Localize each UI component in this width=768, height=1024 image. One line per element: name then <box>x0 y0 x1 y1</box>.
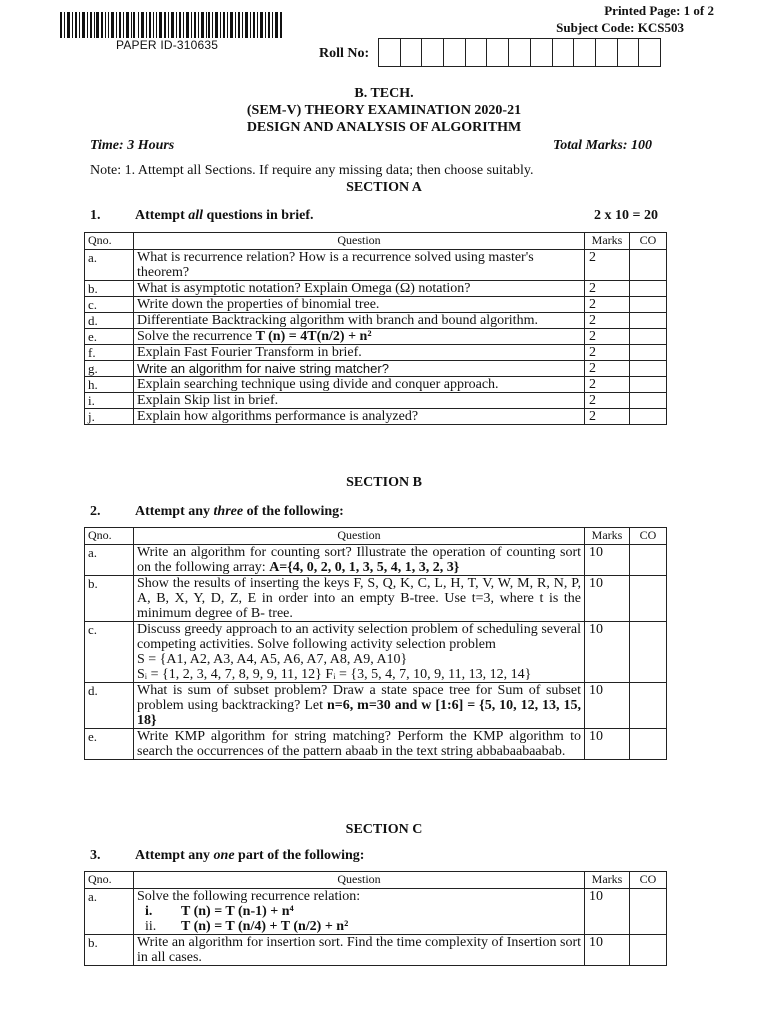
note: Note: 1. Attempt all Sections. If require any missing data; then choose suitably. <box>90 163 534 178</box>
table-row: b. Write an algorithm for insertion sort. Find the time complexity of Insertion sort in all cases. 10 <box>85 935 667 966</box>
table-row: b. Show the results of inserting the keys F, S, Q, K, C, L, H, T, V, W, M, R, N, P, A, B, X, Y, D, Z, E in order into an empty B-tree. Use t=3, where t is the minimum degree of B- tree. 10 <box>85 576 667 622</box>
question-text: Write an algorithm for insertion sort. Find the time complexity of Insertion sort in all cases. <box>134 935 585 966</box>
table-header-row <box>85 872 667 889</box>
co-header: CO <box>630 872 667 889</box>
paper-id: PAPER ID-310635 <box>116 38 219 52</box>
exam-title: (SEM-V) THEORY EXAMINATION 2020-21 <box>246 103 522 118</box>
question-number: 2. <box>90 504 101 519</box>
question-number: 1. <box>90 208 101 223</box>
question-text: Solve the recurrence T (n) = 4T(n/2) + n² <box>134 329 585 345</box>
table-row: i. Explain Skip list in brief. 2 <box>85 393 667 409</box>
marks-header: Marks <box>585 528 630 545</box>
table-row: j. Explain how algorithms performance is analyzed? 2 <box>85 409 667 425</box>
roll-no-label: Roll No: <box>319 46 370 61</box>
co-header: CO <box>630 233 667 250</box>
question-text: Differentiate Backtracking algorithm with branch and bound algorithm. <box>134 313 585 329</box>
course-title: DESIGN AND ANALYSIS OF ALGORITHM <box>246 120 522 135</box>
degree-title: B. TECH. <box>354 86 414 101</box>
table-header-row <box>85 233 667 250</box>
marks-header: Marks <box>585 233 630 250</box>
table-row: e. Solve the recurrence T (n) = 4T(n/2) + n² 2 <box>85 329 667 345</box>
qno-header: Qno. <box>85 872 134 889</box>
question-1-heading: 1. Attempt all questions in brief. <box>90 208 314 223</box>
printed-page: Printed Page: 1 of 2 <box>604 3 714 18</box>
subject-code: Subject Code: KCS503 <box>556 20 684 35</box>
question-text: What is asymptotic notation? Explain Omega (Ω) notation? <box>134 281 585 297</box>
table-row: a. Solve the following recurrence relation: i. T (n) = T (n-1) + n⁴ ii. T (n) = T (n/4) + T (n/2) + n² 10 <box>85 889 667 935</box>
question-number: 3. <box>90 848 101 863</box>
question-text: Explain Fast Fourier Transform in brief. <box>134 345 585 361</box>
table-row: a. Write an algorithm for counting sort? Illustrate the operation of counting sort on the following array: A={4, 0, 2, 0, 1, 3, 5, 4, 1, 3, 2, 3} 10 <box>85 545 667 576</box>
table-row: e. Write KMP algorithm for string matching? Perform the KMP algorithm to search the occurrences of the pattern abaab in the text string abbabaabaabab. 10 <box>85 729 667 760</box>
question-text: Explain how algorithms performance is analyzed? <box>134 409 585 425</box>
time-allowed: Time: 3 Hours <box>90 138 175 153</box>
question-text: Show the results of inserting the keys F, S, Q, K, C, L, H, T, V, W, M, R, N, P, A, B, X, Y, D, Z, E in order into an empty B-tree. Use t=3, where t is the minimum degree of B- tree. <box>134 576 585 622</box>
table-row: d. What is sum of subset problem? Draw a state space tree for Sum of subset problem using backtracking? Let n=6, m=30 and w [1:6] = {5, 10, 12, 13, 15, 18} 10 <box>85 683 667 729</box>
total-marks: Total Marks: 100 <box>552 138 652 153</box>
section-c-title: SECTION C <box>345 822 423 837</box>
qno-header: Qno. <box>85 233 134 250</box>
table-row: c. Write down the properties of binomial tree. 2 <box>85 297 667 313</box>
barcode-image <box>60 12 282 38</box>
question-text: Explain Skip list in brief. <box>134 393 585 409</box>
table-row: c. Discuss greedy approach to an activity selection problem of scheduling several competing activities. Solve following activity selection problem S = {A1, A2, A3, A4, A5, A6, A7, A8, A9, A10} Sᵢ = {1, 2, 3, 4, 7, 8, 9, 9, 11, 12} Fᵢ = {3, 5, 4, 7, 10, 9, 11, 13, 12, 14} 10 <box>85 622 667 683</box>
table-row: h. Explain searching technique using divide and conquer approach. 2 <box>85 377 667 393</box>
table-header-row <box>85 528 667 545</box>
section-a-table <box>84 232 667 425</box>
question-text: Discuss greedy approach to an activity selection problem of scheduling several competing activities. Solve following activity selection problem S = {A1, A2, A3, A4, A5, A6, A7, A8, A9, A10} Sᵢ = {1, 2, 3, 4, 7, 8, 9, 9, 11, 12} Fᵢ = {3, 5, 4, 7, 10, 9, 11, 13, 12, 14} <box>134 622 585 683</box>
question-text: Write an algorithm for naive string matcher? <box>134 361 585 377</box>
section-a-title: SECTION A <box>346 180 422 195</box>
question-text: Write an algorithm for counting sort? Illustrate the operation of counting sort on the following array: A={4, 0, 2, 0, 1, 3, 5, 4, 1, 3, 2, 3} <box>134 545 585 576</box>
qno-header: Qno. <box>85 528 134 545</box>
question-text: Explain searching technique using divide and conquer approach. <box>134 377 585 393</box>
section-b-title: SECTION B <box>346 475 422 490</box>
table-row: d. Differentiate Backtracking algorithm with branch and bound algorithm. 2 <box>85 313 667 329</box>
co-header: CO <box>630 528 667 545</box>
roll-no-boxes <box>378 38 660 67</box>
table-row: g. Write an algorithm for naive string matcher? 2 <box>85 361 667 377</box>
question-header: Question <box>134 872 585 889</box>
question-text: Write KMP algorithm for string matching? Perform the KMP algorithm to search the occurrences of the pattern abaab in the text string abbabaabaabab. <box>134 729 585 760</box>
section-c-table <box>84 871 667 966</box>
question-header: Question <box>134 233 585 250</box>
marks-header: Marks <box>585 872 630 889</box>
section-b-table <box>84 527 667 760</box>
question-text: What is recurrence relation? How is a recurrence solved using master's theorem? <box>134 250 585 281</box>
question-text: Solve the following recurrence relation: i. T (n) = T (n-1) + n⁴ ii. T (n) = T (n/4) + T (n/2) + n² <box>134 889 585 935</box>
question-text: Write down the properties of binomial tree. <box>134 297 585 313</box>
question-2-heading: 2. Attempt any three of the following: <box>90 504 344 519</box>
table-row: b. What is asymptotic notation? Explain Omega (Ω) notation? 2 <box>85 281 667 297</box>
question-3-heading: 3. Attempt any one part of the following: <box>90 848 365 863</box>
table-row: a. What is recurrence relation? How is a recurrence solved using master's theorem? 2 <box>85 250 667 281</box>
question-header: Question <box>134 528 585 545</box>
table-row: f. Explain Fast Fourier Transform in brief. 2 <box>85 345 667 361</box>
section-a-marks: 2 x 10 = 20 <box>594 208 658 223</box>
question-text: What is sum of subset problem? Draw a state space tree for Sum of subset problem using backtracking? Let n=6, m=30 and w [1:6] = {5, 10, 12, 13, 15, 18} <box>134 683 585 729</box>
